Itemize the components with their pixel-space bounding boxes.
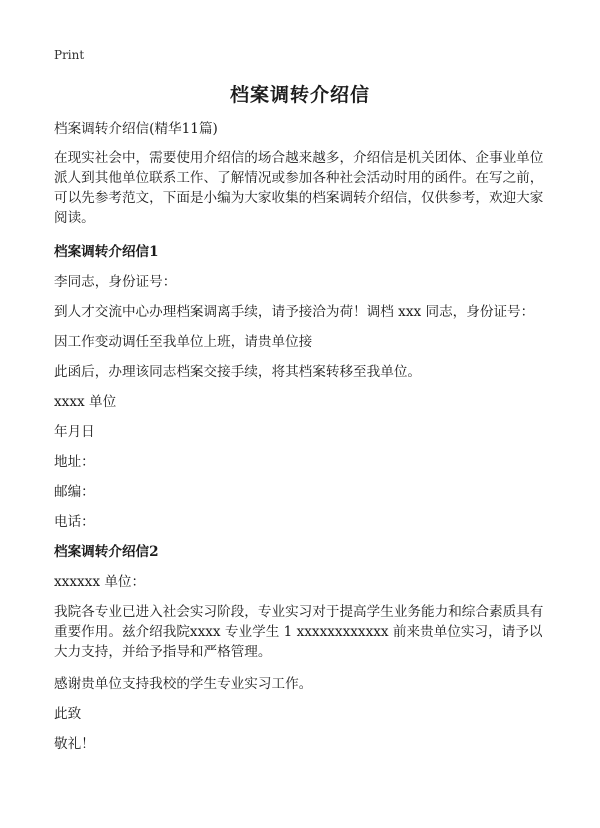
letter1-line: 电话：: [54, 514, 95, 530]
letter1-heading: 档案调转介绍信1: [54, 244, 159, 260]
letter1-line: 到人才交流中心办理档案调离手续，请予接洽为荷！调档 xxx 同志，身份证号：: [54, 304, 535, 320]
letter2-thanks: 感谢贵单位支持我校的学生专业实习工作。: [54, 676, 313, 692]
letter1-line: xxxx 单位: [54, 394, 117, 410]
letter1-line: 地址：: [54, 454, 95, 470]
document-title: 档案调转介绍信: [229, 84, 370, 106]
letter2-heading: 档案调转介绍信2: [54, 544, 159, 560]
print-label[interactable]: Print: [54, 48, 85, 62]
letter2-salutation: xxxxxx 单位：: [54, 574, 146, 590]
document-subtitle: 档案调转介绍信(精华11篇): [54, 121, 218, 137]
letter1-line: 此函后，办理该同志档案交接手续，将其档案转移至我单位。: [54, 364, 422, 380]
letter2-closing: 敬礼！: [54, 736, 95, 752]
letter1-line: 李同志，身份证号：: [54, 274, 177, 290]
document-body: [54, 119, 554, 764]
letter2-body: 我院各专业已进入社会实习阶段，专业实习对于提高学生业务能力和综合素质具有重要作用。兹介绍我院xxxx 专业学生 1 xxxxxxxxxxxx 前来贵单位实习，请予以大力支持，并给予指导和严格管理。: [54, 604, 544, 660]
intro-paragraph: 在现实社会中，需要使用介绍信的场合越来越多，介绍信是机关团体、企事业单位派人到其他单位联系工作、了解情况或参加各种社会活动时用的函件。在写之前，可以先参考范文，下面是小编为大家收集的档案调转介绍信，仅供参考，欢迎大家阅读。: [54, 150, 544, 226]
letter1-line: 年月日: [54, 424, 95, 440]
letter1-line: 因工作变动调任至我单位上班，请贵单位接: [54, 334, 313, 350]
letter1-line: 邮编：: [54, 484, 95, 500]
letter2-closing: 此致: [54, 706, 82, 722]
